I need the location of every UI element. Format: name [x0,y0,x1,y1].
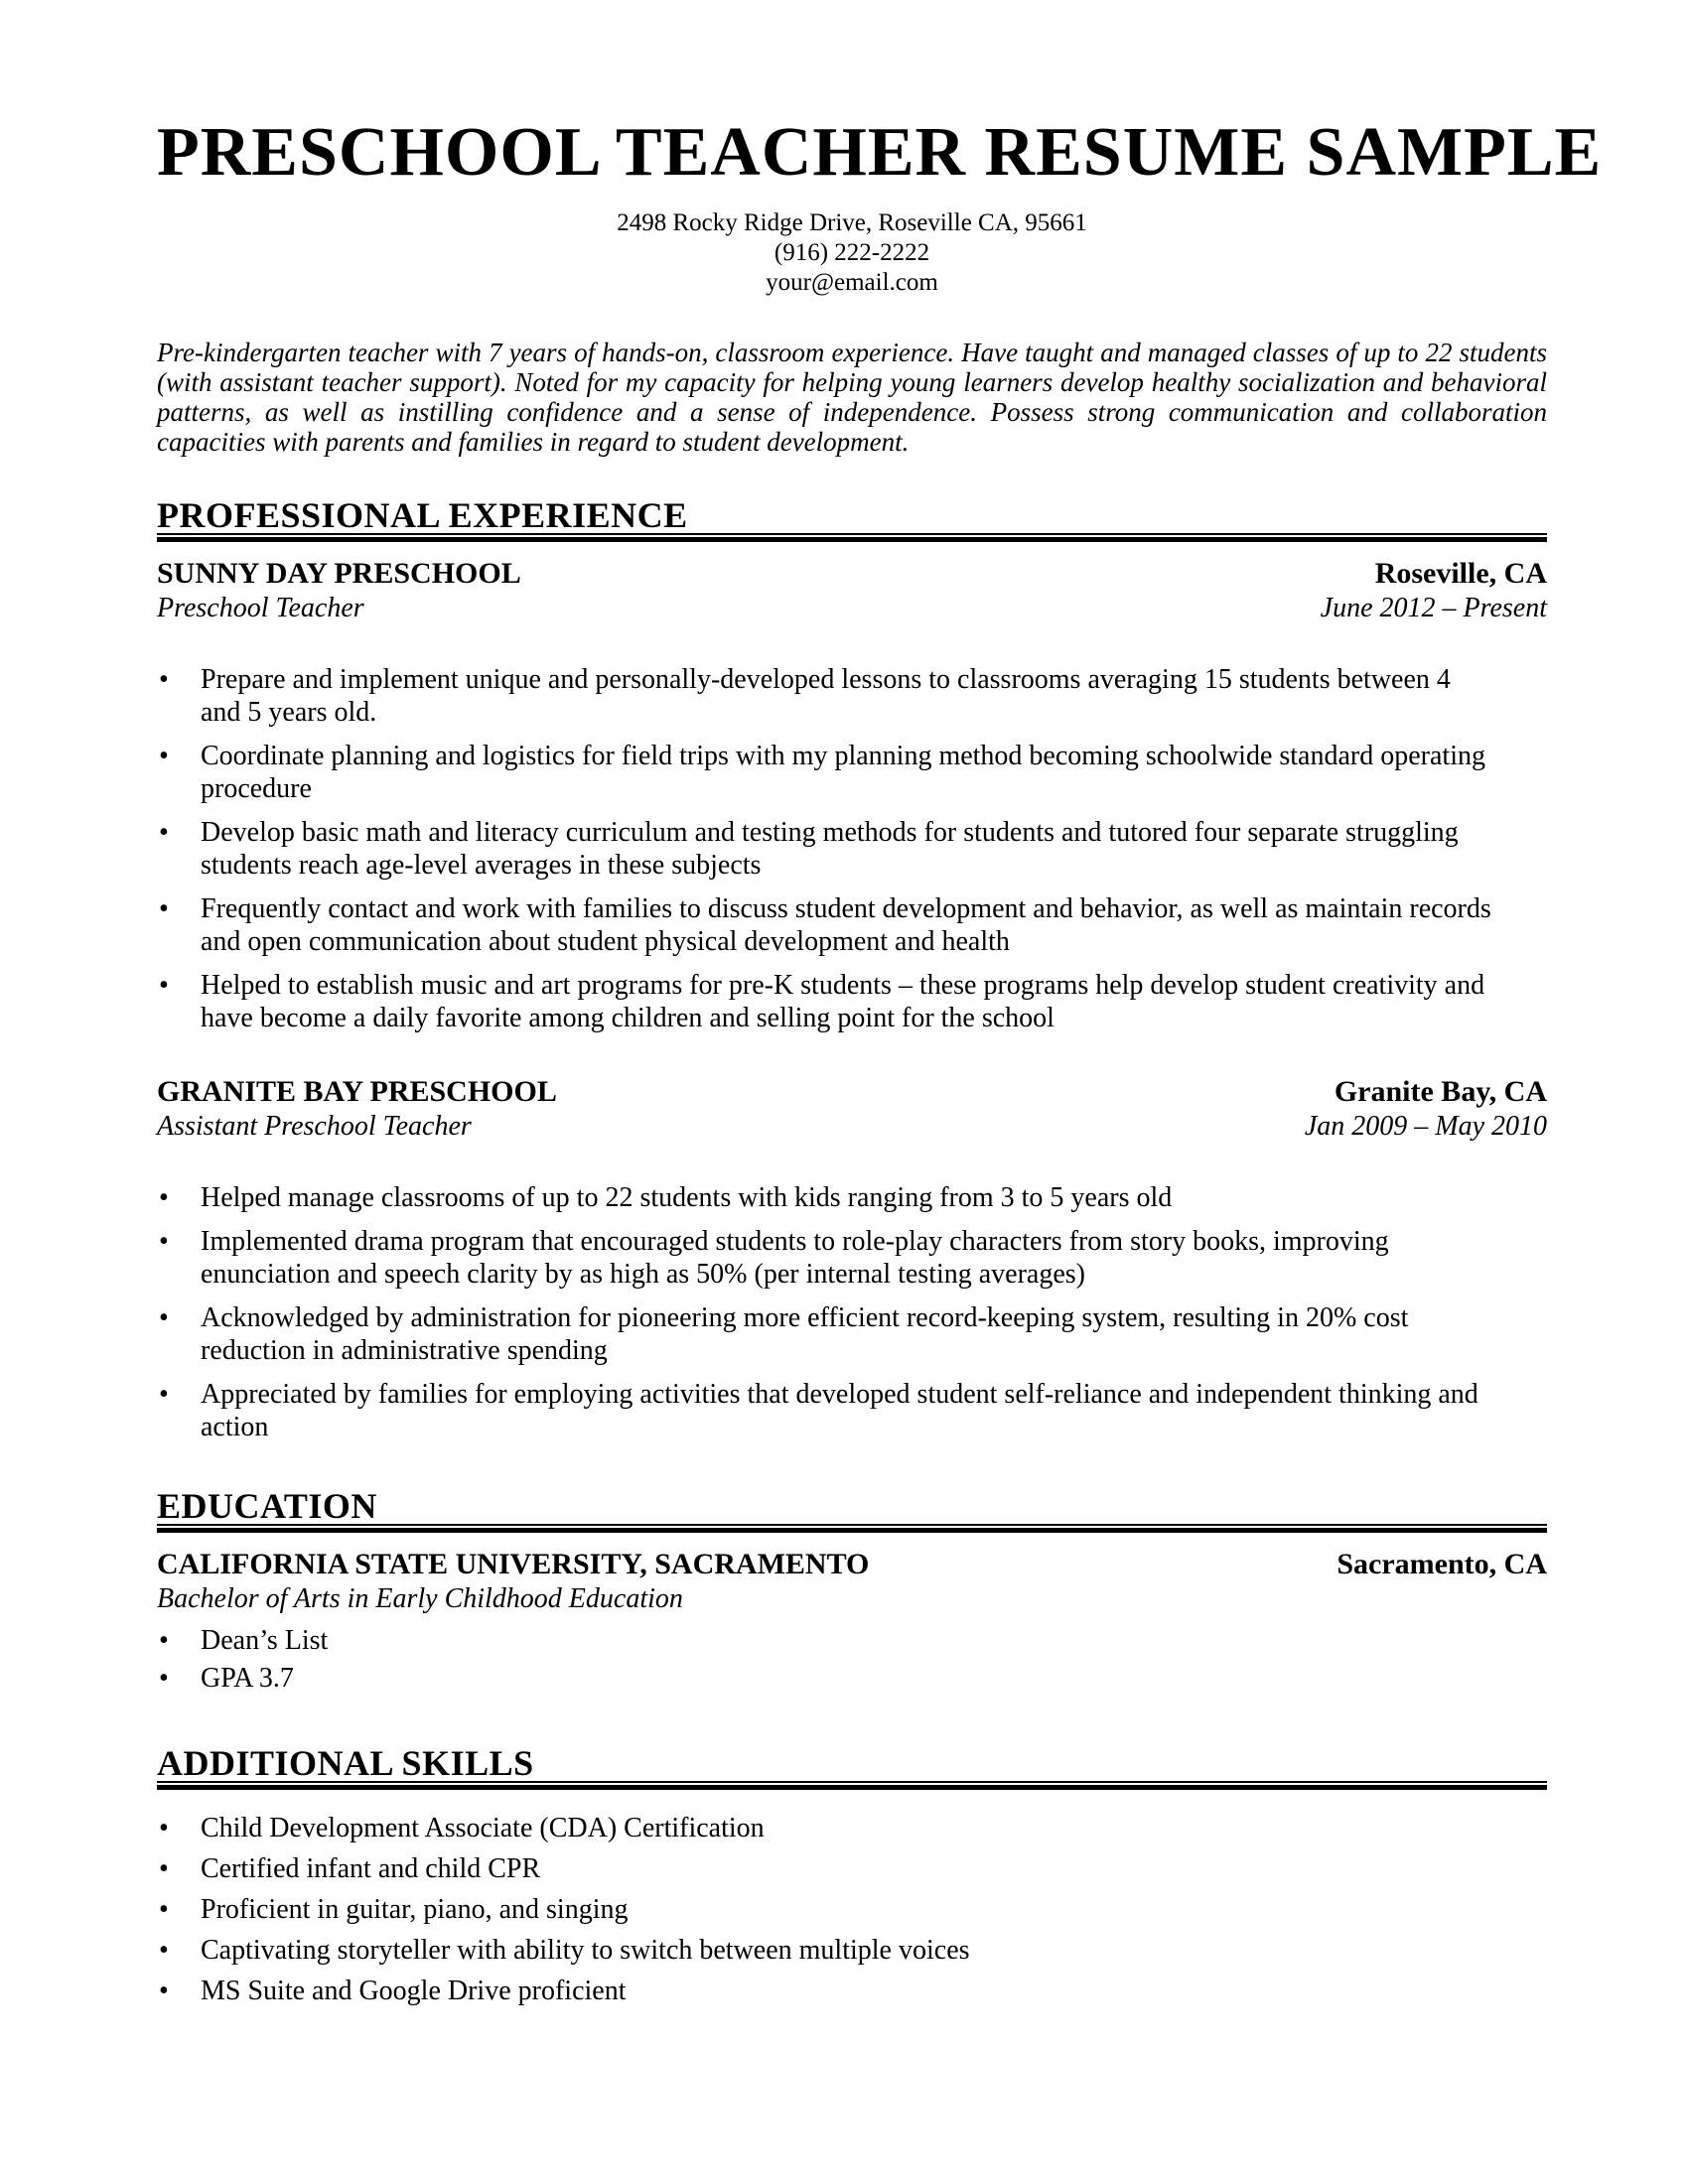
job-header [157,556,1547,625]
education-heading: EDUCATION [157,1489,1547,1526]
company-name: GRANITE BAY PRESCHOOL [157,1075,557,1108]
bullet-item: • Develop basic math and literacy curriculum and testing methods for students and tutored four separate struggling students reach age-level averages in these subjects [157,816,1547,882]
section-skills [157,1743,1547,2007]
skills-heading: ADDITIONAL SKILLS [157,1746,1547,1783]
bullet-item: • Helped to establish music and art programs for pre-K students – these programs help develop student creativity and have become a daily favorite among children and selling point for the school [157,969,1547,1034]
job-title: Assistant Preschool Teacher [157,1111,472,1142]
school-location: Sacramento, CA [1336,1548,1547,1580]
bullet-item: • Implemented drama program that encouraged students to role-play characters from story books, improving enunciation and speech clarity by as high as 50% (per internal testing averages) [157,1225,1547,1291]
school-name: CALIFORNIA STATE UNIVERSITY, SACRAMENTO [157,1548,870,1580]
job-header [157,1074,1547,1144]
school-header [157,1547,1547,1616]
bullet-item: • Dean’s List [157,1624,1547,1657]
phone-line: (916) 222-2222 [774,239,930,266]
section-experience [157,495,1547,1443]
degree-name: Bachelor of Arts in Early Childhood Education [157,1583,683,1614]
bullet-item: • Proficient in guitar, piano, and singing [157,1893,1547,1926]
bullet-item: • Acknowledged by administration for pioneering more efficient record-keeping system, resulting in 20% cost reduction in administrative spending [157,1301,1547,1367]
company-location: Roseville, CA [1374,557,1547,590]
job-bullet-list [157,663,1547,1034]
email-line: your@email.com [766,269,938,296]
bullet-item: • MS Suite and Google Drive proficient [157,1975,1547,2007]
section-divider [157,537,1547,542]
job-dates: June 2012 – Present [1320,593,1547,623]
education-bullet-list [157,1624,1547,1695]
company-name: SUNNY DAY PRESCHOOL [157,557,521,590]
bullet-item: • Helped manage classrooms of up to 22 students with kids ranging from 3 to 5 years old [157,1181,1547,1214]
bullet-item: • Child Development Associate (CDA) Certification [157,1812,1547,1844]
job-bullet-list [157,1181,1547,1443]
section-education [157,1486,1547,1695]
section-divider [157,1528,1547,1533]
job-dates: Jan 2009 – May 2010 [1304,1111,1547,1142]
page-title: PRESCHOOL TEACHER RESUME SAMPLE [157,114,1603,191]
section-divider [157,1785,1547,1790]
bullet-item: • Certified infant and child CPR [157,1852,1547,1885]
skills-bullet-list [157,1812,1547,2007]
job-title: Preschool Teacher [157,593,364,623]
bullet-item: • Frequently contact and work with families to discuss student development and behavior, as well as maintain records and open communication about student physical development and health [157,892,1547,958]
bullet-item: • Captivating storyteller with ability to switch between multiple voices [157,1934,1547,1967]
bullet-item: • Appreciated by families for employing activities that developed student self-reliance and independent thinking and action [157,1378,1547,1443]
summary-paragraph: Pre-kindergarten teacher with 7 years of hands-on, classroom experience. Have taught and managed classes of up to 22 students (with assistant teacher support). Noted for my capacity for helping young learners develop healthy socialization and behavioral patterns, as well as instilling confidence and a sense of independence. Possess strong communication and collaboration capacities with parents and families in regard to student development. [157,338,1547,457]
bullet-item: • GPA 3.7 [157,1662,1547,1695]
address-line: 2498 Rocky Ridge Drive, Roseville CA, 95661 [617,209,1087,236]
company-location: Granite Bay, CA [1334,1075,1547,1108]
experience-heading: PROFESSIONAL EXPERIENCE [157,498,1547,535]
contact-block [157,208,1547,298]
bullet-item: • Coordinate planning and logistics for field trips with my planning method becoming schoolwide standard operating procedure [157,740,1547,805]
bullet-item: • Prepare and implement unique and personally-developed lessons to classrooms averaging 15 students between 4 and 5 years old. [157,663,1547,729]
